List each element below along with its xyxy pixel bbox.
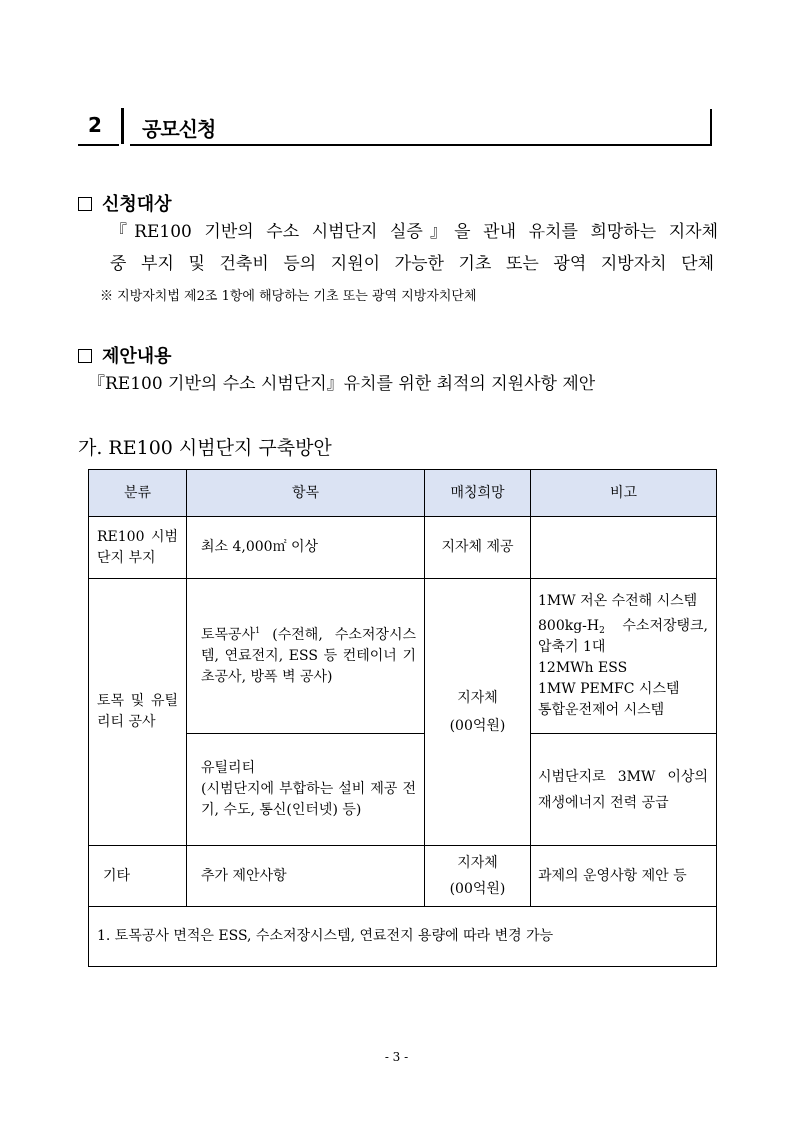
page-number: - 3 - xyxy=(384,1050,409,1064)
cell-matching: 지자체 (00억원) xyxy=(425,579,531,846)
table-row xyxy=(89,579,717,734)
table-row xyxy=(89,846,717,907)
cell-category: RE100 시범단지 부지 xyxy=(89,517,187,579)
cell-category: 기타 xyxy=(89,846,187,907)
cell-remark: 과제의 운영사항 제안 등 xyxy=(531,846,717,907)
table-row xyxy=(89,517,717,579)
section-title: 공모신청 xyxy=(142,117,216,141)
cell-item: 토목공사$^1$ (수전해, 수소저장시스템, 연료전지, ESS 등 컨테이너 기초공사, 방폭 벽 공사) xyxy=(187,579,425,734)
header-category: 분류 xyxy=(89,470,187,517)
checkbox-square-icon xyxy=(78,197,92,211)
target-line-1: 『RE100 기반의 수소 시범단지 실증』을 관내 유치를 희망하는 지자체 xyxy=(110,222,718,242)
cell-matching: 지자체 제공 xyxy=(425,517,531,579)
cell-item: 유틸리티 (시범단지에 부합하는 설비 제공 전기, 수도, 통신(인터넷) 등) xyxy=(187,734,425,846)
cell-remark: 시범단지로 3MW 이상의 재생에너지 전력 공급 xyxy=(531,734,717,846)
cell-category: 토목 및 유틸리티 공사 xyxy=(89,579,187,846)
proposal-heading: 제안내용 xyxy=(78,342,172,368)
cell-remark xyxy=(531,517,717,579)
cell-matching: 지자체 (00억원) xyxy=(425,846,531,907)
target-note: ※ 지방자치법 제2조 1항에 해당하는 기초 또는 광역 지방자치단체 xyxy=(100,289,477,304)
section-right-edge xyxy=(710,109,712,146)
table-header-row xyxy=(89,470,717,517)
header-item: 항목 xyxy=(187,470,425,517)
header-matching: 매칭희망 xyxy=(425,470,531,517)
target-line-2: 중 부지 및 건축비 등의 지원이 가능한 기초 또는 광역 지방자치 단체 xyxy=(110,254,714,274)
target-heading: 신청대상 xyxy=(78,190,172,216)
section-underline-left xyxy=(78,144,119,146)
section-number: 2 xyxy=(88,113,102,137)
cell-item: 추가 제안사항 xyxy=(187,846,425,907)
table-footnote: 1. 토목공사 면적은 ESS, 수소저장시스템, 연료전지 용량에 따라 변경 가능 xyxy=(89,907,717,967)
section-divider xyxy=(121,108,124,144)
cell-remark: 1MW 저온 수전해 시스템 $800kg-H_2$ 수소저장탱크, 압축기 1대 12MWh ESS 1MW PEMFC 시스템 통합운전제어 시스템 xyxy=(531,579,717,734)
section-underline-right xyxy=(130,144,712,146)
table-footnote-row xyxy=(89,907,717,967)
subsection-title: 가. RE100 시범단지 구축방안 xyxy=(78,437,332,459)
cell-item: 최소 4,000㎡ 이상 xyxy=(187,517,425,579)
header-remark: 비고 xyxy=(531,470,717,517)
checkbox-square-icon xyxy=(78,349,92,363)
proposal-line: 『RE100 기반의 수소 시범단지』유치를 위한 최적의 지원사항 제안 xyxy=(88,374,596,394)
construction-plan-table xyxy=(88,469,717,967)
